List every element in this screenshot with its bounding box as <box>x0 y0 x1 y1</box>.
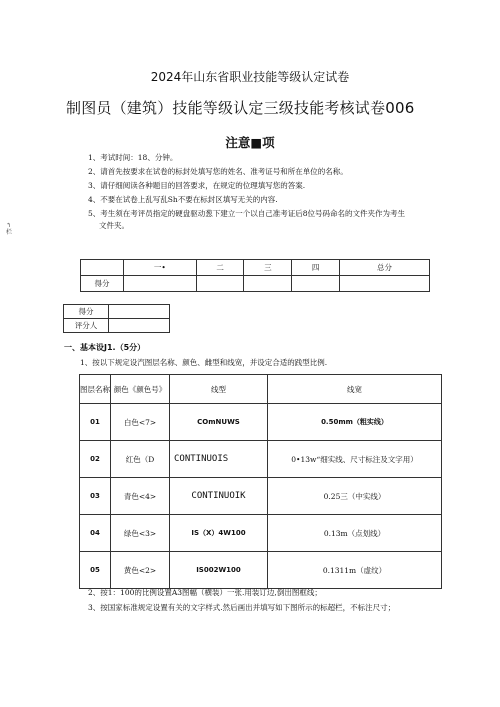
grader-label: 评分人 <box>64 319 109 333</box>
layer-name: 05 <box>80 552 111 589</box>
exam-main-title: 制图员（建筑）技能等级认定三级技能考核试卷006 <box>66 99 415 117</box>
grader-cell[interactable] <box>109 305 170 319</box>
layer-header-cell: 图层名称 <box>80 375 111 404</box>
score-cell[interactable] <box>124 276 197 292</box>
question-text: 3、按国家标准规定设置有关的文字样式.然后画出并填写如下图所示的标超栏，不标注尺寸； <box>88 603 396 612</box>
layer-color: 白色<7> <box>111 404 170 441</box>
score-header-cell: 二 <box>196 260 244 276</box>
question-text: 2、按1：100的比例设置A3图幅（横装）一张.用装订边,倒出图框线； <box>88 588 322 597</box>
layer-width: 0.50mm（粗实线） <box>268 404 442 441</box>
notice-title: 注意■项 <box>225 135 275 150</box>
score-header-cell: 三 <box>244 260 292 276</box>
exam-top-title: 2024年山东省职业技能等级认定试卷 <box>150 70 350 84</box>
layer-linetype: COmNUWS <box>170 404 268 441</box>
layer-linetype: IS002W100 <box>170 552 268 589</box>
layer-linetype: IS（X）4W100 <box>170 515 268 552</box>
layer-header-cell: 线宽 <box>268 375 442 404</box>
question-text: 1、按以下规定设汽图层名称、颜色、雌型和线宽，并设定合适的践型比例. <box>80 358 328 367</box>
layer-width: 0.13m（点划线） <box>268 515 442 552</box>
score-cell[interactable] <box>340 276 430 292</box>
score-header-cell: 总分 <box>340 260 430 276</box>
score-table <box>80 259 430 292</box>
score-cell[interactable] <box>196 276 244 292</box>
layer-width: 0.1311m（虚纹） <box>268 552 442 589</box>
layer-name: 03 <box>80 478 111 515</box>
layer-name: 04 <box>80 515 111 552</box>
layer-color: 绿色<3> <box>111 515 170 552</box>
layer-header-cell: 线型 <box>170 375 268 404</box>
layer-linetype: CONTINUOIK <box>170 478 268 515</box>
layer-width: 0.25三（中实线） <box>268 478 442 515</box>
note-item: 文件夹。 <box>99 221 129 230</box>
score-header-cell <box>81 260 124 276</box>
note-item: 2、请首先按要求在试卷的标封处填写您的姓名、准考证号和所在单位的名称。 <box>88 167 348 176</box>
layer-name: 02 <box>80 441 111 478</box>
grader-table <box>63 304 170 333</box>
grader-label: 得分 <box>64 305 109 319</box>
note-item: 3、请仔细阅读各种题目的回答要求，在规定的位理填写您的答案. <box>88 181 306 190</box>
grader-cell[interactable] <box>109 319 170 333</box>
score-header-cell: 四 <box>292 260 340 276</box>
layer-color: 青色<4> <box>111 478 170 515</box>
score-cell[interactable] <box>292 276 340 292</box>
binding-margin-mark: ↰ 栏 <box>6 222 13 236</box>
note-item: 5、考生须在考评员指定的硬盘驱动葱下建立一个以自己准考证后8位号码命名的文件夹作为考生 <box>88 209 406 218</box>
note-item: 4、不要在试卷上乱写乱Sh不要在标封区填写无关的内容. <box>88 195 278 204</box>
layer-color: 红色（D <box>111 441 170 478</box>
layer-header-cell: 颜色《颜色号》 <box>111 375 170 404</box>
layer-width: 0•13w“细实线、尺寸标注及文字用） <box>268 441 442 478</box>
layer-linetype: CONTINUOIS <box>170 441 268 478</box>
score-header-cell: 一• <box>124 260 197 276</box>
score-cell[interactable] <box>244 276 292 292</box>
layer-name: 01 <box>80 404 111 441</box>
score-row-label: 得分 <box>81 276 124 292</box>
note-item: 1、考试时间：18、分钟。 <box>88 153 178 162</box>
layer-color: 黄色<2> <box>111 552 170 589</box>
layer-table <box>79 374 442 589</box>
section-title: 一、基本设J1.（5分） <box>64 343 146 352</box>
